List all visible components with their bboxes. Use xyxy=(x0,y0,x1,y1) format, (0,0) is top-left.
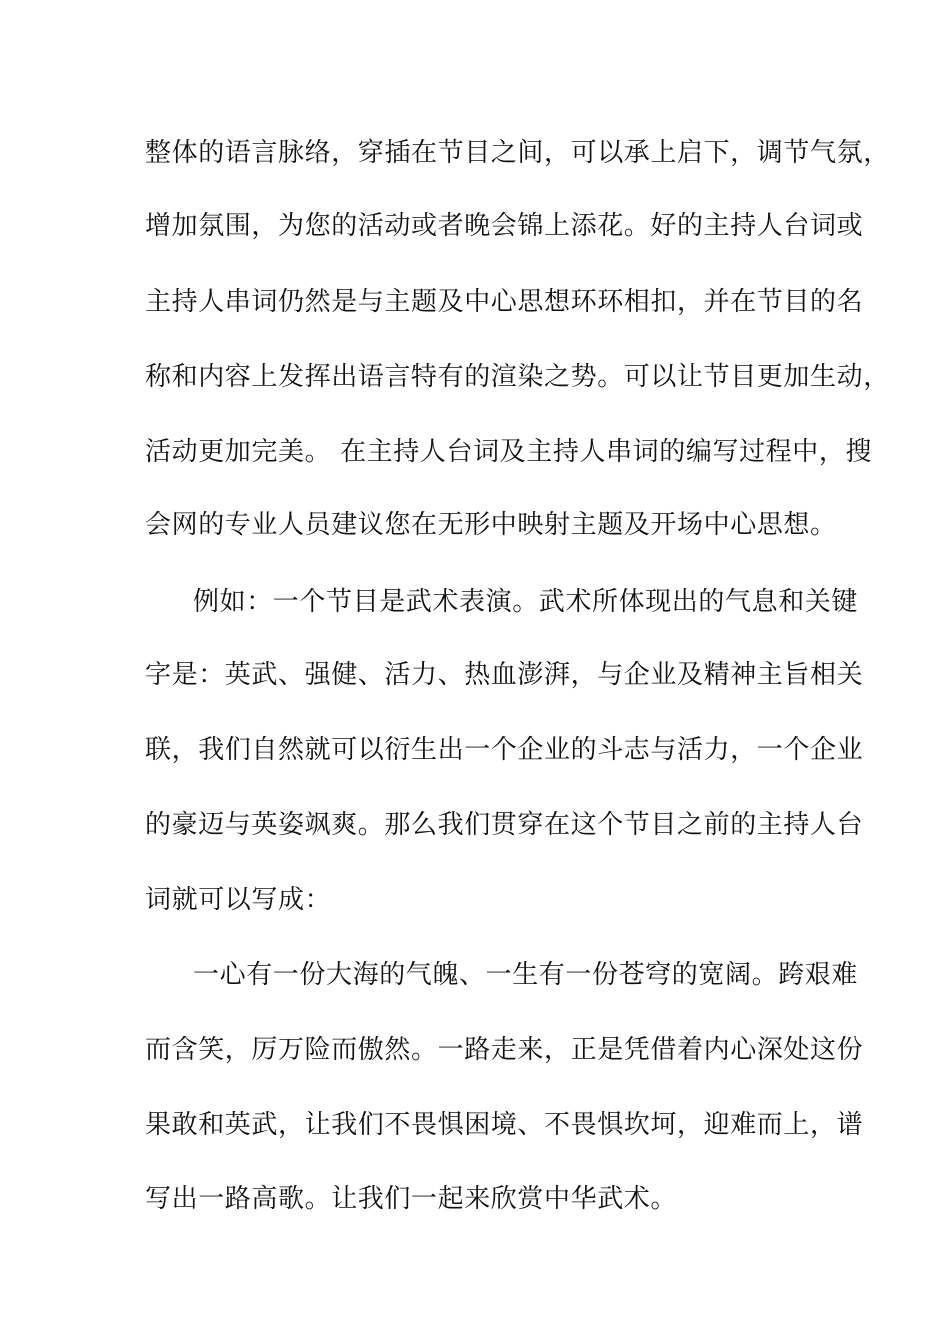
text-line: 增加氛围，为您的活动或者晚会锦上添花。好的主持人台词或 xyxy=(145,211,864,241)
text-line: 活动更加完美。 在主持人台词及主持人串词的编写过程中，搜 xyxy=(145,437,873,467)
text-line: 词就可以写成： xyxy=(145,885,332,915)
text-line: 整体的语言脉络，穿插在节目之间，可以承上启下，调节气氛， xyxy=(145,138,890,168)
text-line: 称和内容上发挥出语言特有的渲染之势。可以让节目更加生动， xyxy=(145,362,890,392)
text-line: 的豪迈与英姿飒爽。那么我们贯穿在这个节目之前的主持人台 xyxy=(145,810,864,840)
text-line: 主持人串词仍然是与主题及中心思想环环相扣，并在节目的名 xyxy=(145,287,864,317)
text-line: 果敢和英武，让我们不畏惧困境、不畏惧坎坷，迎难而上，谱 xyxy=(145,1110,864,1140)
text-line: 例如：一个节目是武术表演。武术所体现出的气息和关键 xyxy=(193,587,859,617)
text-line: 而含笑，厉万险而傲然。一路走来，正是凭借着内心深处这份 xyxy=(145,1035,864,1065)
text-line: 字是：英武、强健、活力、热血澎湃，与企业及精神主旨相关 xyxy=(145,660,864,690)
text-line: 写出一路高歌。让我们一起来欣赏中华武术。 xyxy=(145,1184,678,1214)
text-line: 联，我们自然就可以衍生出一个企业的斗志与活力，一个企业 xyxy=(145,735,864,765)
text-line: 会网的专业人员建议您在无形中映射主题及开场中心思想。 xyxy=(145,510,837,540)
text-line: 一心有一份大海的气魄、一生有一份苍穹的宽阔。跨艰难 xyxy=(193,960,859,990)
